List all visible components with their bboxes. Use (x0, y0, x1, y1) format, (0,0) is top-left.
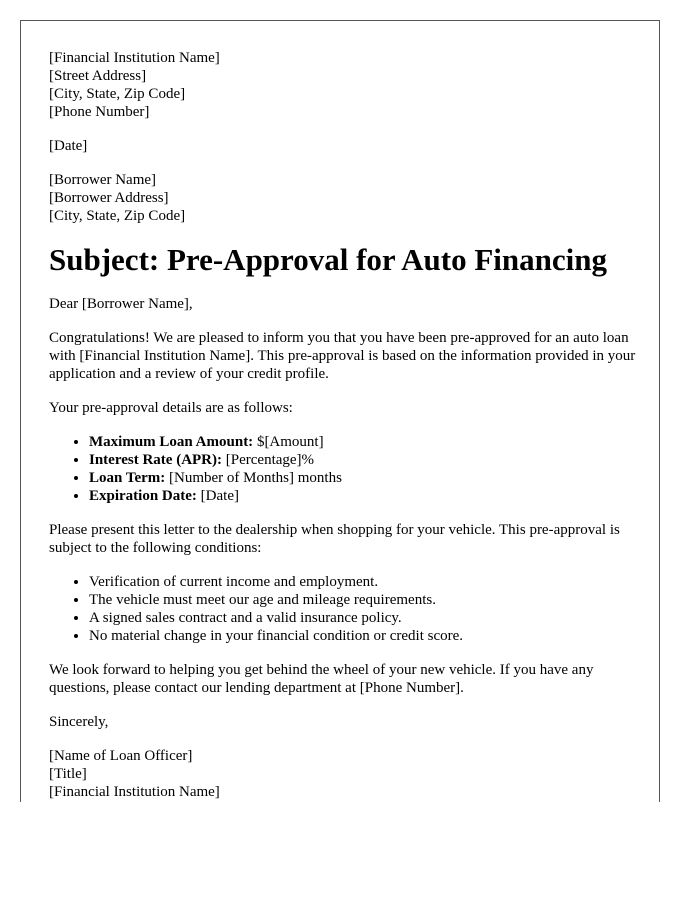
recipient-address-block (49, 171, 639, 225)
recipient-name: [Borrower Name] (49, 172, 157, 188)
detail-label: Interest Rate (APR): (89, 452, 223, 468)
pre-approval-details-list (49, 433, 639, 505)
details-intro-paragraph: Your pre-approval details are as follows: (49, 400, 293, 416)
list-item: • Verification of current income and employment. (89, 573, 639, 591)
signoff: Sincerely, (49, 714, 109, 730)
list-item (89, 451, 639, 469)
detail-value: [Date] (196, 488, 239, 504)
detail-value: [Number of Months] months (165, 470, 342, 486)
sender-phone: [Phone Number] (49, 104, 150, 120)
list-item: • A signed sales contract and a valid insurance policy. (89, 609, 639, 627)
recipient-city: [City, State, Zip Code] (49, 208, 186, 224)
detail-value: $[Amount] (253, 434, 324, 450)
closing-paragraph: We look forward to helping you get behind the wheel of your new vehicle. If you have any questions, please contact our lending department at [Phone Number]. (49, 662, 594, 696)
letter-page (20, 20, 660, 802)
recipient-address: [Borrower Address] (49, 190, 169, 206)
sender-name: [Financial Institution Name] (49, 50, 220, 66)
sender-street: [Street Address] (49, 68, 147, 84)
signature-institution: [Financial Institution Name] (49, 784, 220, 800)
detail-label: Expiration Date: (89, 488, 197, 504)
letter-content (49, 49, 639, 802)
detail-label: Loan Term: (89, 470, 166, 486)
intro-paragraph: Congratulations! We are pleased to inform you that you have been pre-approved for an auto loan with [Financial Institution Name]. This pre-approval is based on the information provided in your application and a review of your credit profile. (49, 330, 636, 382)
signature-title: [Title] (49, 766, 87, 782)
list-item (89, 487, 639, 505)
letter-date: [Date] (49, 138, 88, 154)
sender-city: [City, State, Zip Code] (49, 86, 186, 102)
detail-value: [Percentage]% (222, 452, 315, 468)
salutation: Dear [Borrower Name], (49, 296, 193, 312)
signature-block (49, 747, 639, 801)
signature-name: [Name of Loan Officer] (49, 748, 193, 764)
conditions-list (49, 573, 639, 645)
list-item: • No material change in your financial condition or credit score. (89, 627, 639, 645)
sender-address-block (49, 49, 639, 121)
subject-heading: Subject: Pre-Approval for Auto Financing (49, 242, 608, 277)
detail-label: Maximum Loan Amount: (89, 434, 254, 450)
list-item (89, 433, 639, 451)
list-item: • The vehicle must meet our age and mileage requirements. (89, 591, 639, 609)
list-item (89, 469, 639, 487)
conditions-intro-paragraph: Please present this letter to the dealership when shopping for your vehicle. This pre-approval is subject to the following conditions: (49, 522, 620, 556)
